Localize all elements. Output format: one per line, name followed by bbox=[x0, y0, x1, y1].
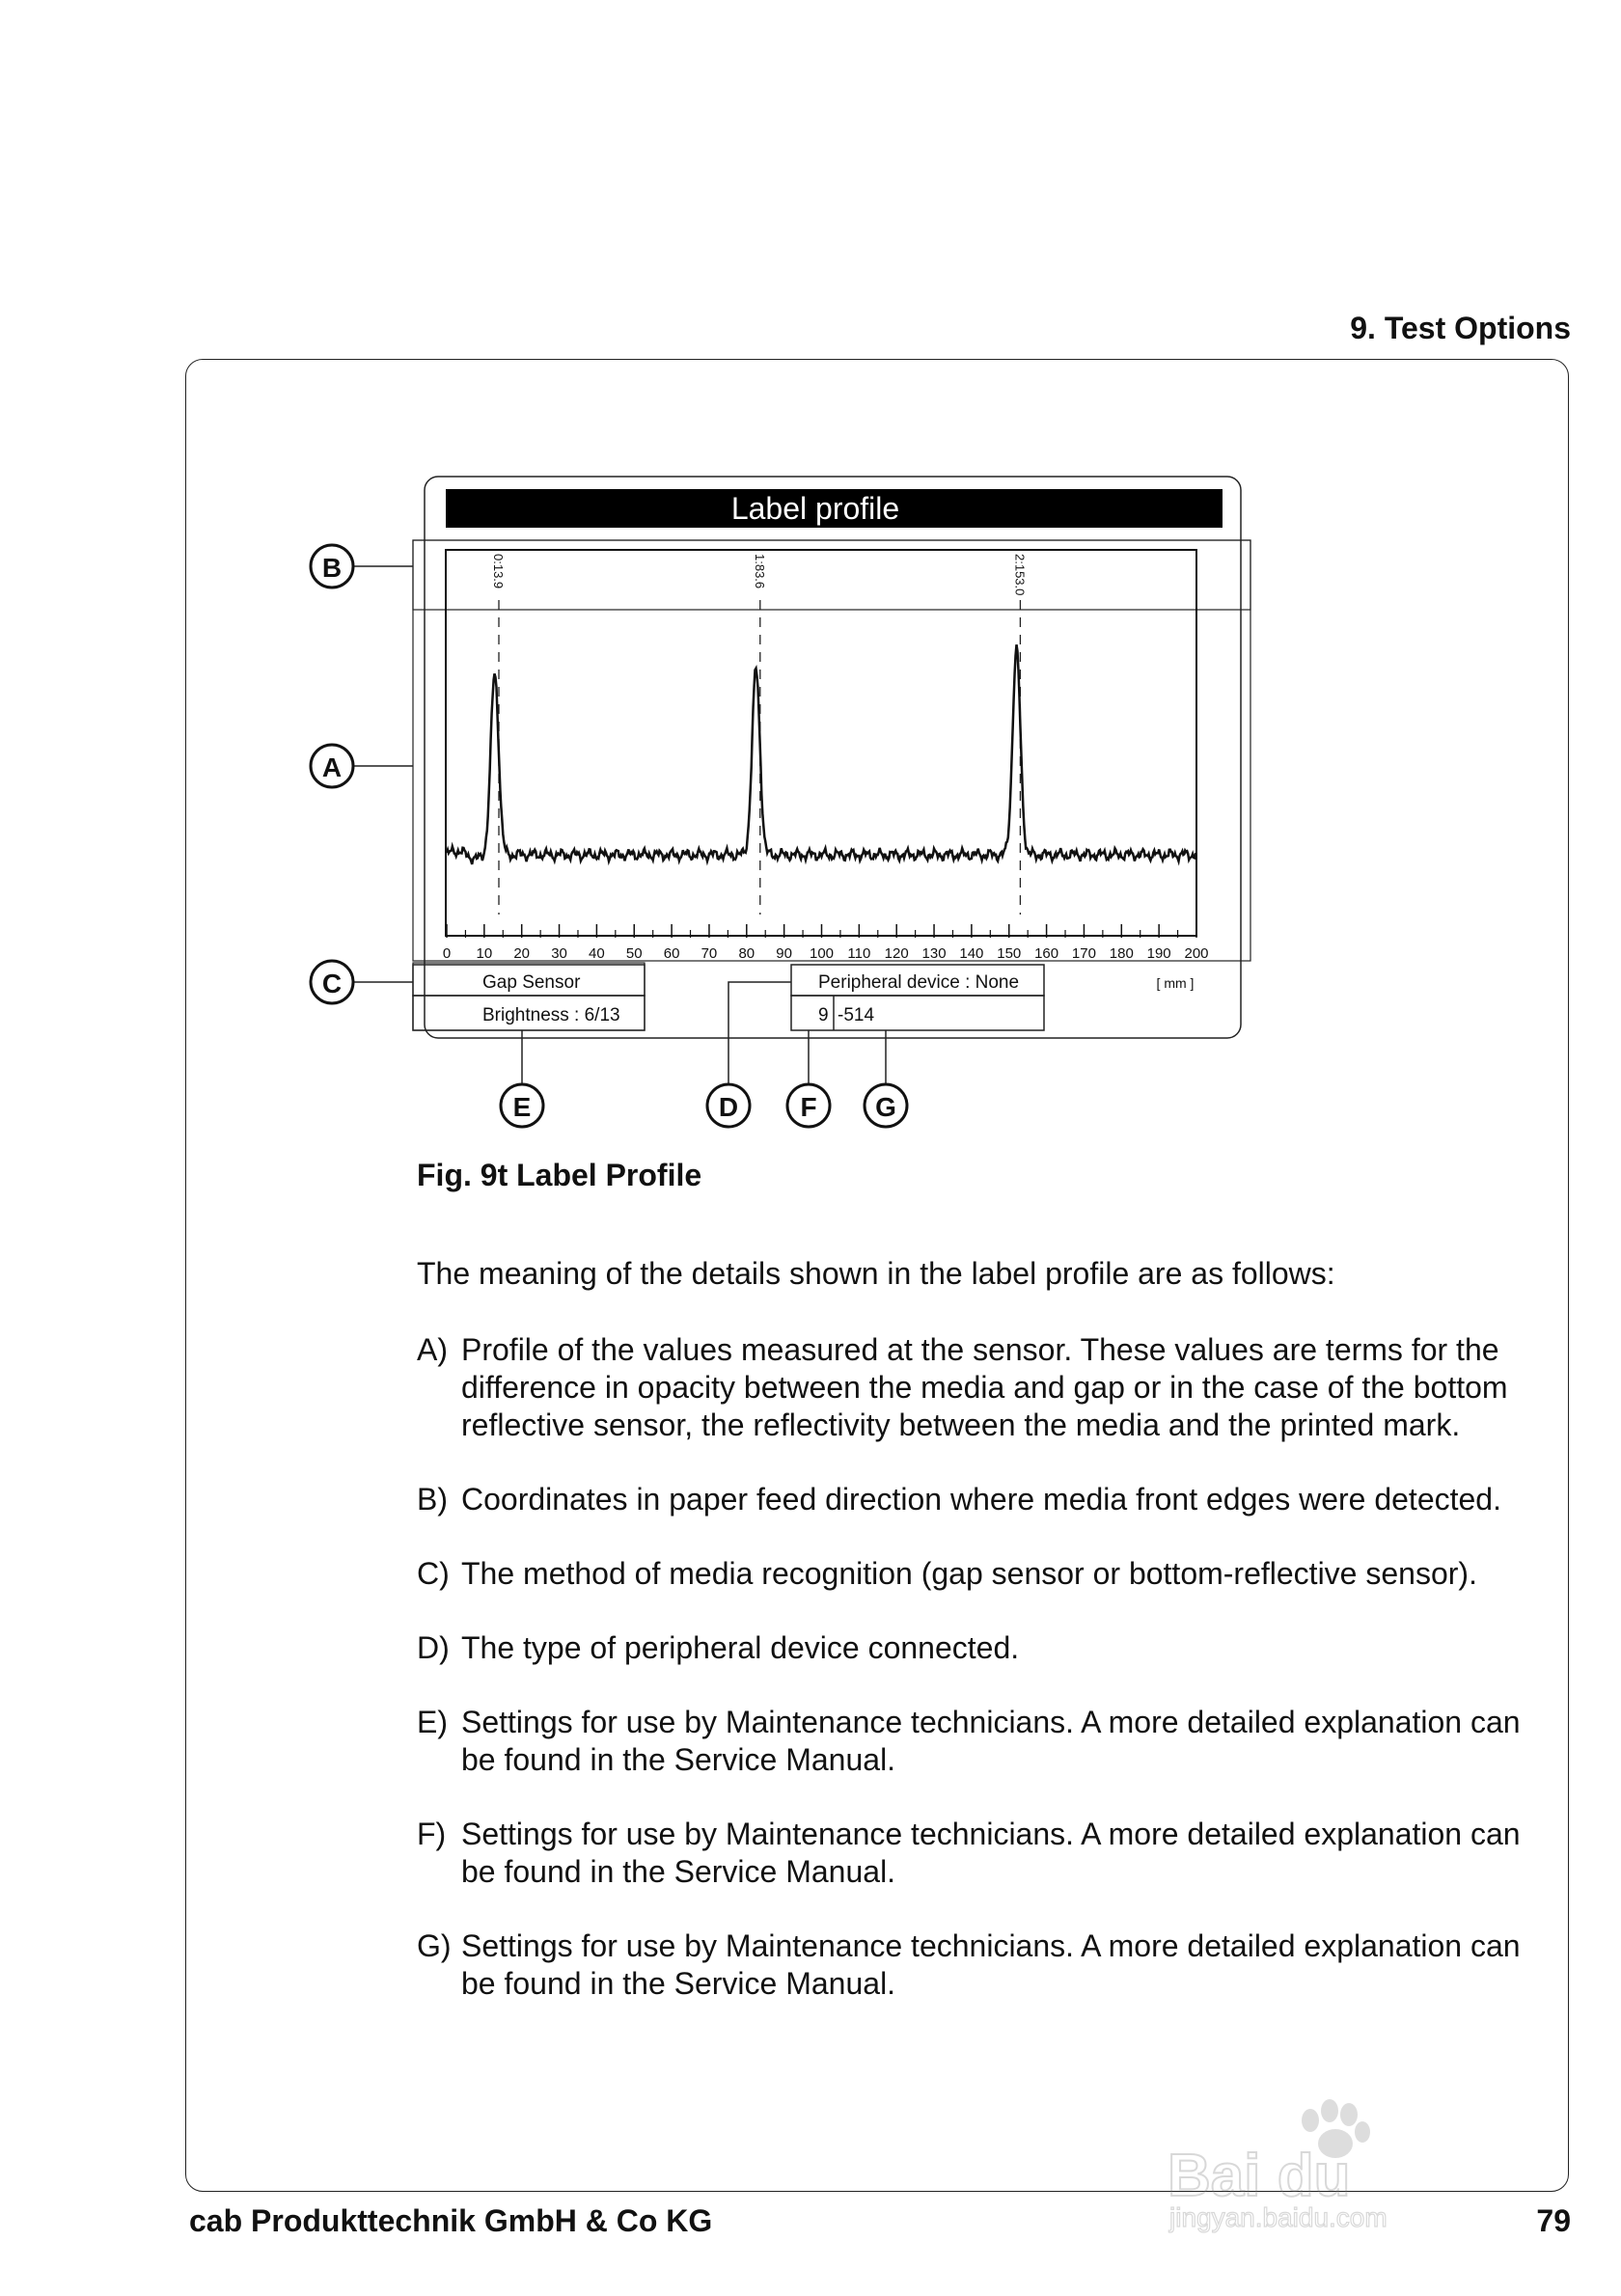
x-tick-label: 80 bbox=[738, 945, 756, 962]
code-box bbox=[791, 996, 1044, 1030]
item-text: The method of media recognition (gap sensor or bottom-reflective sensor). bbox=[461, 1556, 1477, 1591]
x-tick-label: 120 bbox=[884, 945, 909, 962]
code-value-f: 9 bbox=[818, 1005, 829, 1025]
callout-g bbox=[865, 1084, 907, 1127]
sensor-type-label: Gap Sensor bbox=[482, 972, 581, 993]
footer-company: cab Produkttechnik GmbH & Co KG bbox=[189, 2203, 713, 2238]
x-tick-label: 140 bbox=[959, 945, 984, 962]
list-item bbox=[417, 1331, 1526, 1444]
list-item bbox=[417, 1816, 1526, 1891]
x-tick-label: 30 bbox=[551, 945, 567, 962]
callout-b bbox=[311, 545, 353, 588]
item-text: Settings for use by Maintenance technicians. A more detailed explanation can be found in the Service Manual. bbox=[461, 1817, 1521, 1889]
x-axis-tick-labels bbox=[443, 945, 1209, 962]
x-tick-label: 100 bbox=[809, 945, 835, 962]
edge-marker-label: 2:153.0 bbox=[1012, 554, 1028, 596]
list-item bbox=[417, 1704, 1526, 1779]
highlight-region-a bbox=[413, 540, 1250, 961]
x-tick-label: 160 bbox=[1034, 945, 1059, 962]
item-key: F) bbox=[417, 1817, 447, 1851]
list-item bbox=[417, 1481, 1526, 1518]
brightness-label: Brightness : 6/13 bbox=[482, 1005, 620, 1025]
edge-marker-label: 0:13.9 bbox=[491, 554, 507, 589]
axis-unit-label: [ mm ] bbox=[1156, 975, 1195, 991]
item-key: A) bbox=[417, 1332, 448, 1367]
x-tick-label: 200 bbox=[1184, 945, 1209, 962]
screen-title: Label profile bbox=[730, 491, 900, 526]
item-key: E) bbox=[417, 1705, 448, 1739]
item-text: Coordinates in paper feed direction where media front edges were detected. bbox=[461, 1482, 1501, 1517]
callout-f bbox=[787, 1084, 830, 1127]
x-tick-label: 190 bbox=[1146, 945, 1171, 962]
x-tick-label: 70 bbox=[701, 945, 718, 962]
svg-text:D: D bbox=[718, 1092, 739, 1122]
code-value-g: -514 bbox=[838, 1005, 875, 1025]
svg-text:G: G bbox=[875, 1092, 896, 1122]
intro-text: The meaning of the details shown in the label profile are as follows: bbox=[417, 1256, 1335, 1291]
plot-area bbox=[446, 550, 1196, 936]
item-key: B) bbox=[417, 1482, 448, 1517]
item-key: C) bbox=[417, 1556, 450, 1591]
item-text: Settings for use by Maintenance technicians. A more detailed explanation can be found in the Service Manual. bbox=[461, 1705, 1521, 1777]
callout-a bbox=[311, 745, 353, 787]
definition-list bbox=[417, 1331, 1526, 2039]
peripheral-label: Peripheral device : None bbox=[818, 972, 1020, 993]
watermark-brand: Bai du bbox=[1168, 2143, 1351, 2209]
list-item bbox=[417, 1555, 1526, 1593]
list-item bbox=[417, 1629, 1526, 1667]
callout-d bbox=[707, 1084, 750, 1127]
x-tick-label: 20 bbox=[513, 945, 531, 962]
edge-marker-label: 1:83.6 bbox=[752, 554, 767, 589]
item-key: G) bbox=[417, 1928, 452, 1963]
x-tick-label: 170 bbox=[1071, 945, 1096, 962]
item-text: The type of peripheral device connected. bbox=[461, 1630, 1020, 1665]
sensor-profile-line bbox=[447, 644, 1196, 864]
x-tick-label: 150 bbox=[997, 945, 1022, 962]
x-tick-label: 130 bbox=[921, 945, 947, 962]
x-tick-label: 10 bbox=[476, 945, 493, 962]
svg-text:F: F bbox=[800, 1092, 817, 1122]
figure-caption: Fig. 9t Label Profile bbox=[417, 1158, 702, 1192]
x-tick-label: 60 bbox=[663, 945, 680, 962]
item-key: D) bbox=[417, 1630, 450, 1665]
svg-text:A: A bbox=[321, 752, 343, 782]
x-tick-label: 50 bbox=[625, 945, 643, 962]
x-axis-ticks bbox=[447, 924, 1196, 938]
x-tick-label: 40 bbox=[589, 945, 605, 962]
item-text: Profile of the values measured at the sensor. These values are terms for the difference in opacity between the media and gap or in the case of the bottom reflective sensor, the reflectivity between the media and the printed mark. bbox=[461, 1332, 1508, 1442]
watermark-sub: jingyan.baidu.com bbox=[1169, 2202, 1387, 2232]
svg-text:C: C bbox=[321, 969, 343, 998]
x-tick-label: 110 bbox=[847, 945, 871, 962]
x-tick-label: 0 bbox=[442, 945, 452, 962]
baidu-watermark bbox=[1158, 2091, 1544, 2236]
x-tick-label: 180 bbox=[1109, 945, 1134, 962]
svg-text:E: E bbox=[512, 1092, 532, 1122]
page-number: 79 bbox=[1536, 2203, 1571, 2238]
callout-e bbox=[501, 1084, 543, 1127]
section-title: 9. Test Options bbox=[1350, 311, 1571, 345]
item-text: Settings for use by Maintenance technicians. A more detailed explanation can be found in the Service Manual. bbox=[461, 1928, 1521, 2001]
x-tick-label: 90 bbox=[776, 945, 792, 962]
svg-text:B: B bbox=[321, 553, 343, 583]
callout-c bbox=[311, 961, 353, 1003]
list-item bbox=[417, 1927, 1526, 2003]
